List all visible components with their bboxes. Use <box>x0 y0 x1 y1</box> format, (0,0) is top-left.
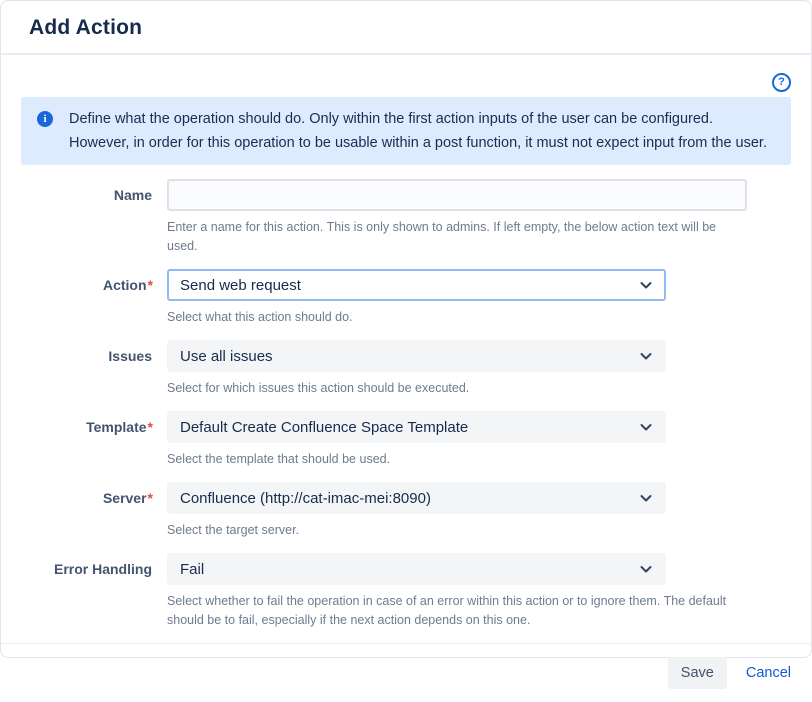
chevron-down-icon <box>638 419 654 435</box>
name-help-text: Enter a name for this action. This is only shown to admins. If left empty, the below action text will be used. <box>167 220 717 253</box>
issues-help-text: Select for which issues this action should be executed. <box>167 381 470 395</box>
dialog-header <box>1 1 811 55</box>
dialog-title: Add Action <box>29 16 143 39</box>
server-select[interactable] <box>167 482 666 514</box>
required-marker: * <box>147 490 153 506</box>
chevron-down-icon <box>638 561 654 577</box>
form-row-template <box>21 411 791 476</box>
action-select-value: Send web request <box>180 276 301 294</box>
save-button[interactable]: Save <box>668 657 727 689</box>
error-handling-help-text: Select whether to fail the operation in case of an error within this action or to ignore them. The default should be to fail, especially if the next action depends on this one. <box>167 594 727 627</box>
error-handling-select[interactable] <box>167 553 666 585</box>
form-row-error-handling <box>21 553 791 637</box>
error-handling-label: Error Handling <box>53 561 152 577</box>
chevron-down-icon <box>638 490 654 506</box>
add-action-form <box>21 179 791 643</box>
action-help-text: Select what this action should do. <box>167 310 353 324</box>
issues-select[interactable] <box>167 340 666 372</box>
issues-label: Issues <box>108 348 152 364</box>
action-label: Action* <box>102 277 153 293</box>
template-help-text: Select the template that should be used. <box>167 452 391 466</box>
issues-select-value: Use all issues <box>180 347 273 365</box>
server-help-text: Select the target server. <box>167 523 300 537</box>
info-banner-text: Define what the operation should do. Only within the first action inputs of the user can be configured. However, in order for this operation to be usable within a post function, it must not expect input from the user. <box>69 111 767 151</box>
question-circle-icon[interactable] <box>772 73 791 92</box>
name-label: Name <box>113 187 152 203</box>
required-marker: * <box>147 419 153 435</box>
info-circle-icon <box>37 111 53 127</box>
cancel-link[interactable]: Cancel <box>745 665 791 681</box>
action-select[interactable] <box>167 269 666 301</box>
template-label: Template* <box>86 419 153 435</box>
name-input[interactable] <box>167 179 747 211</box>
dialog-content <box>1 55 811 643</box>
error-handling-select-value: Fail <box>180 560 205 578</box>
server-select-value: Confluence (http://cat-imac-mei:8090) <box>180 489 431 507</box>
info-banner <box>21 97 791 165</box>
required-marker: * <box>147 277 153 293</box>
form-row-server <box>21 482 791 547</box>
chevron-down-icon <box>638 348 654 364</box>
form-row-name <box>21 179 791 263</box>
help-row <box>21 73 791 93</box>
template-select-value: Default Create Confluence Space Template <box>180 418 469 436</box>
form-row-issues <box>21 340 791 405</box>
server-label: Server* <box>102 490 153 506</box>
template-select[interactable] <box>167 411 666 443</box>
chevron-down-icon <box>638 277 654 293</box>
form-row-action <box>21 269 791 334</box>
dialog-footer <box>1 643 811 702</box>
